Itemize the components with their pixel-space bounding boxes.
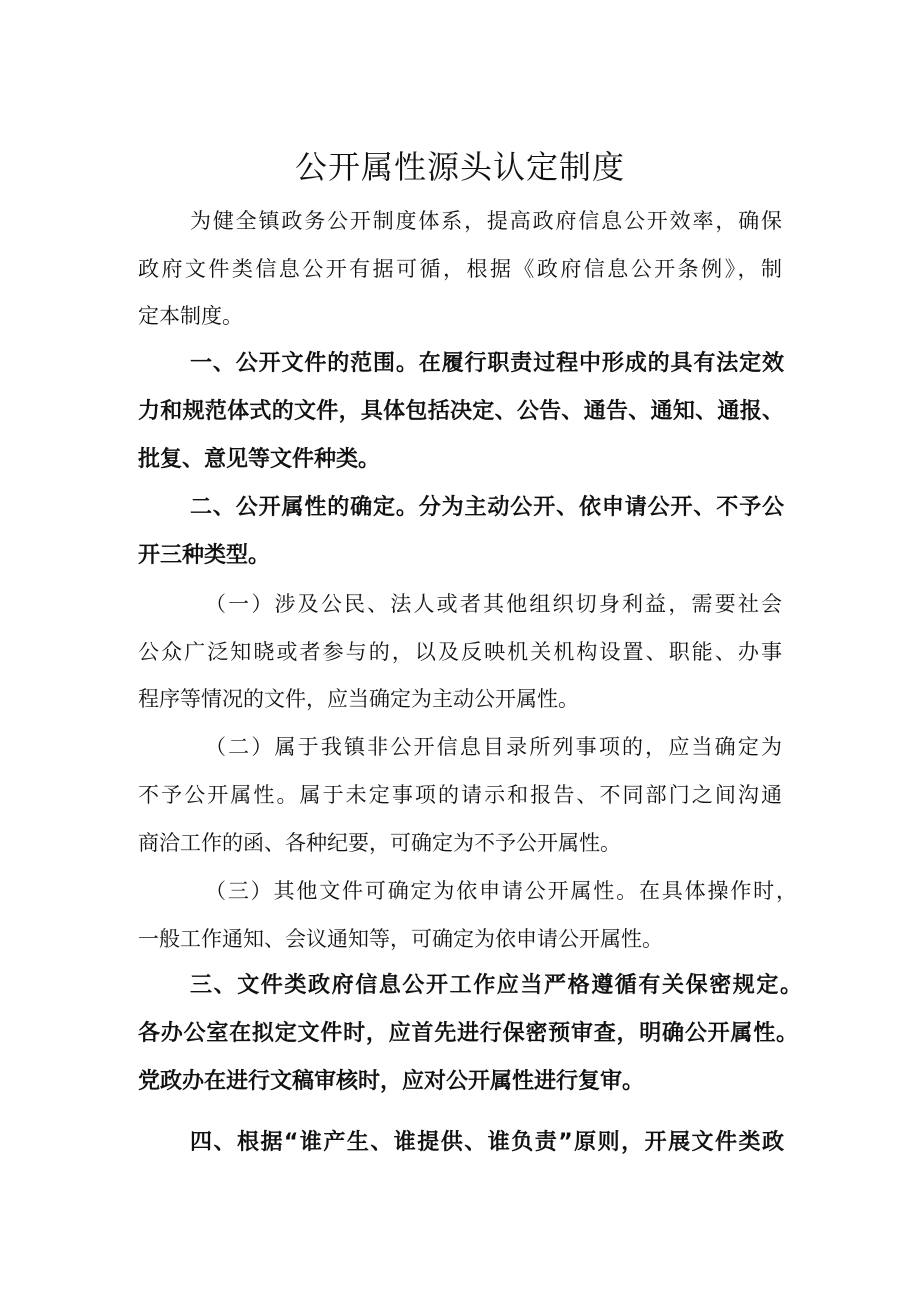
item-2-line-2: 不予公开属性。属于未定事项的请示和报告、不同部门之间沟通	[138, 783, 782, 807]
preamble-line-3: 定本制度。	[138, 304, 243, 328]
item-1-line-2: 公众广泛知晓或者参与的，以及反映机关机构设置、职能、办事	[138, 640, 782, 664]
item-3-line-1: （三）其他文件可确定为依申请公开属性。在具体操作时，	[205, 879, 797, 903]
section-2-line-1: 二、公开属性的确定。分为主动公开、依申请公开、不予公	[190, 495, 784, 520]
preamble-line-1: 为健全镇政务公开制度体系，提高政府信息公开效率，确保	[190, 209, 782, 233]
document-title: 公开属性源头认定制度	[294, 148, 625, 187]
section-3-line-1: 三、文件类政府信息公开工作应当严格遵循有关保密规定。	[190, 973, 802, 998]
section-1-line-2: 力和规范体式的文件，具体包括决定、公告、通告、通知、通报、	[138, 399, 784, 424]
section-3-line-2: 各办公室在拟定文件时，应首先进行保密预审查，明确公开属性。	[138, 1021, 798, 1046]
item-2-line-3: 商洽工作的函、各种纪要，可确定为不予公开属性。	[138, 831, 621, 855]
preamble-line-2: 政府文件类信息公开有据可循，根据《政府信息公开条例》，制	[138, 257, 782, 281]
item-2-line-1: （二）属于我镇非公开信息目录所列事项的，应当确定为	[205, 735, 782, 759]
item-1-line-1: （一）涉及公民、法人或者其他组织切身利益，需要社会	[205, 592, 782, 616]
section-3-line-3: 党政办在进行文稿审核时，应对公开属性进行复审。	[138, 1069, 645, 1094]
item-1-line-3: 程序等情况的文件，应当确定为主动公开属性。	[138, 687, 579, 711]
section-4-line-1: 四、根据“谁产生、谁提供、谁负责”原则，开展文件类政	[190, 1130, 784, 1155]
section-1-line-1: 一、公开文件的范围。在履行职责过程中形成的具有法定效	[190, 351, 784, 376]
item-3-line-2: 一般工作通知、会议通知等，可确定为依申请公开属性。	[138, 927, 663, 951]
section-1-line-3: 批复、意见等文件种类。	[138, 447, 381, 472]
section-2-line-2: 开三种类型。	[138, 543, 271, 568]
